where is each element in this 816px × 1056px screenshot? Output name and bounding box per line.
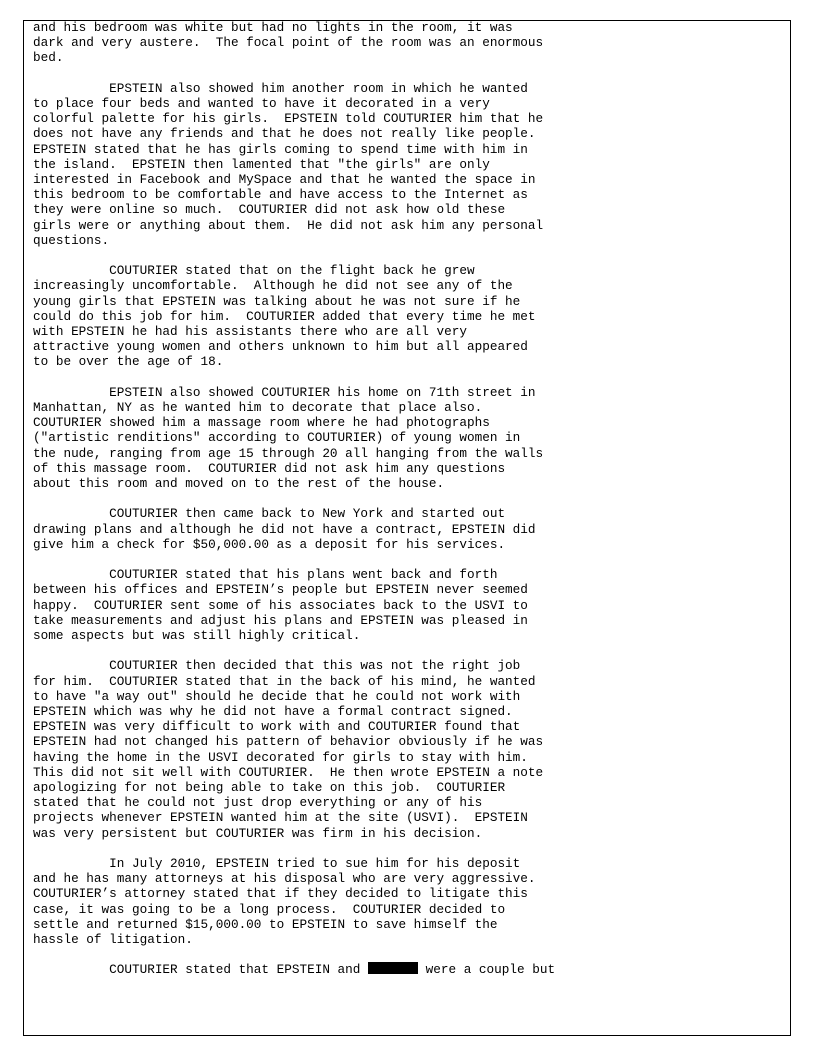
text-line: ("artistic renditions" according to COUTURIER) of young women in bbox=[33, 430, 521, 446]
text-line: was very persistent but COUTURIER was firm in his decision. bbox=[33, 825, 483, 841]
text-line: EPSTEIN stated that he has girls coming to spend time with him in bbox=[33, 141, 528, 157]
paragraph bbox=[33, 20, 733, 66]
paragraph bbox=[33, 385, 733, 491]
paragraph bbox=[33, 567, 733, 643]
text-line: COUTURIER stated that on the flight back he grew bbox=[33, 263, 475, 279]
text-line: the nude, ranging from age 15 through 20 all hanging from the walls bbox=[33, 445, 544, 461]
text-line: and his bedroom was white but had no lights in the room, it was bbox=[33, 20, 513, 35]
text-line: young girls that EPSTEIN was talking about he was not sure if he bbox=[33, 293, 521, 309]
text-line: EPSTEIN had not changed his pattern of behavior obviously if he was bbox=[33, 734, 544, 750]
text-line: settle and returned $15,000.00 to EPSTEIN to save himself the bbox=[33, 916, 498, 932]
text-line: to be over the age of 18. bbox=[33, 354, 224, 370]
text-line: of this massage room. COUTURIER did not ask him any questions bbox=[33, 460, 506, 476]
paragraph bbox=[33, 81, 733, 248]
text-line: COUTURIER then decided that this was not the right job bbox=[33, 658, 521, 674]
text-line: COUTURIER stated that his plans went back and forth bbox=[33, 567, 498, 583]
text-line: drawing plans and although he did not have a contract, EPSTEIN did bbox=[33, 521, 536, 537]
text-line: EPSTEIN was very difficult to work with and COUTURIER found that bbox=[33, 719, 521, 735]
text-line: questions. bbox=[33, 232, 110, 248]
text-line: they were online so much. COUTURIER did not ask how old these bbox=[33, 202, 506, 218]
text-line: interested in Facebook and MySpace and that he wanted the space in bbox=[33, 172, 536, 188]
text-line: girls were or anything about them. He did not ask him any personal bbox=[33, 217, 544, 233]
text-line: take measurements and adjust his plans and EPSTEIN was pleased in bbox=[33, 612, 528, 628]
text-line: give him a check for $50,000.00 as a deposit for his services. bbox=[33, 536, 506, 552]
redaction-box bbox=[368, 962, 418, 974]
paragraph bbox=[33, 658, 733, 840]
text-line: bed. bbox=[33, 50, 64, 66]
line-text-after-redaction: were a couple but bbox=[418, 962, 556, 978]
text-line: some aspects but was still highly critical. bbox=[33, 628, 361, 644]
text-line: between his offices and EPSTEIN’s people but EPSTEIN never seemed bbox=[33, 582, 528, 598]
text-line: EPSTEIN also showed COUTURIER his home on 71th street in bbox=[33, 384, 536, 400]
text-line: and he has many attorneys at his disposal who are very aggressive. bbox=[33, 871, 536, 887]
text-line: attractive young women and others unknown to him but all appeared bbox=[33, 339, 528, 355]
text-line: Manhattan, NY as he wanted him to decorate that place also. bbox=[33, 400, 483, 416]
text-line: EPSTEIN also showed him another room in which he wanted bbox=[33, 80, 528, 96]
text-line: having the home in the USVI decorated for girls to stay with him. bbox=[33, 749, 528, 765]
text-line: about this room and moved on to the rest of the house. bbox=[33, 476, 445, 492]
paragraph bbox=[33, 263, 733, 369]
text-line: to have "a way out" should he decide that he could not work with bbox=[33, 688, 521, 704]
text-line: projects whenever EPSTEIN wanted him at the site (USVI). EPSTEIN bbox=[33, 810, 528, 826]
text-line: COUTURIER’s attorney stated that if they decided to litigate this bbox=[33, 886, 528, 902]
text-line: EPSTEIN which was why he did not have a formal contract signed. bbox=[33, 704, 513, 720]
text-line: In July 2010, EPSTEIN tried to sue him for his deposit bbox=[33, 856, 521, 872]
text-line: case, it was going to be a long process. COUTURIER decided to bbox=[33, 901, 506, 917]
paragraph bbox=[33, 856, 733, 947]
paragraph-final bbox=[33, 962, 733, 977]
text-line: does not have any friends and that he does not really like people. bbox=[33, 126, 536, 142]
text-line: This did not sit well with COUTURIER. He then wrote EPSTEIN a note bbox=[33, 764, 544, 780]
text-line: colorful palette for his girls. EPSTEIN told COUTURIER him that he bbox=[33, 111, 544, 127]
line-text-before-redaction: COUTURIER stated that EPSTEIN and bbox=[33, 962, 369, 978]
text-line: with EPSTEIN he had his assistants there who are all very bbox=[33, 324, 467, 340]
text-line: the island. EPSTEIN then lamented that "the girls" are only bbox=[33, 156, 490, 172]
paragraph bbox=[33, 506, 733, 552]
text-line: happy. COUTURIER sent some of his associates back to the USVI to bbox=[33, 597, 528, 613]
document-body bbox=[33, 20, 733, 993]
text-line: hassle of litigation. bbox=[33, 932, 193, 948]
text-line: this bedroom to be comfortable and have access to the Internet as bbox=[33, 187, 528, 203]
text-line: could do this job for him. COUTURIER added that every time he met bbox=[33, 308, 536, 324]
text-line: increasingly uncomfortable. Although he did not see any of the bbox=[33, 278, 513, 294]
text-line: COUTURIER then came back to New York and started out bbox=[33, 506, 506, 522]
text-line: dark and very austere. The focal point of the room was an enormous bbox=[33, 35, 544, 51]
text-line: for him. COUTURIER stated that in the back of his mind, he wanted bbox=[33, 673, 536, 689]
text-line: stated that he could not just drop everything or any of his bbox=[33, 795, 483, 811]
text-line: COUTURIER showed him a massage room where he had photographs bbox=[33, 415, 490, 431]
text-line: to place four beds and wanted to have it decorated in a very bbox=[33, 96, 490, 111]
text-line: apologizing for not being able to take on this job. COUTURIER bbox=[33, 780, 506, 796]
text-line bbox=[33, 962, 733, 977]
